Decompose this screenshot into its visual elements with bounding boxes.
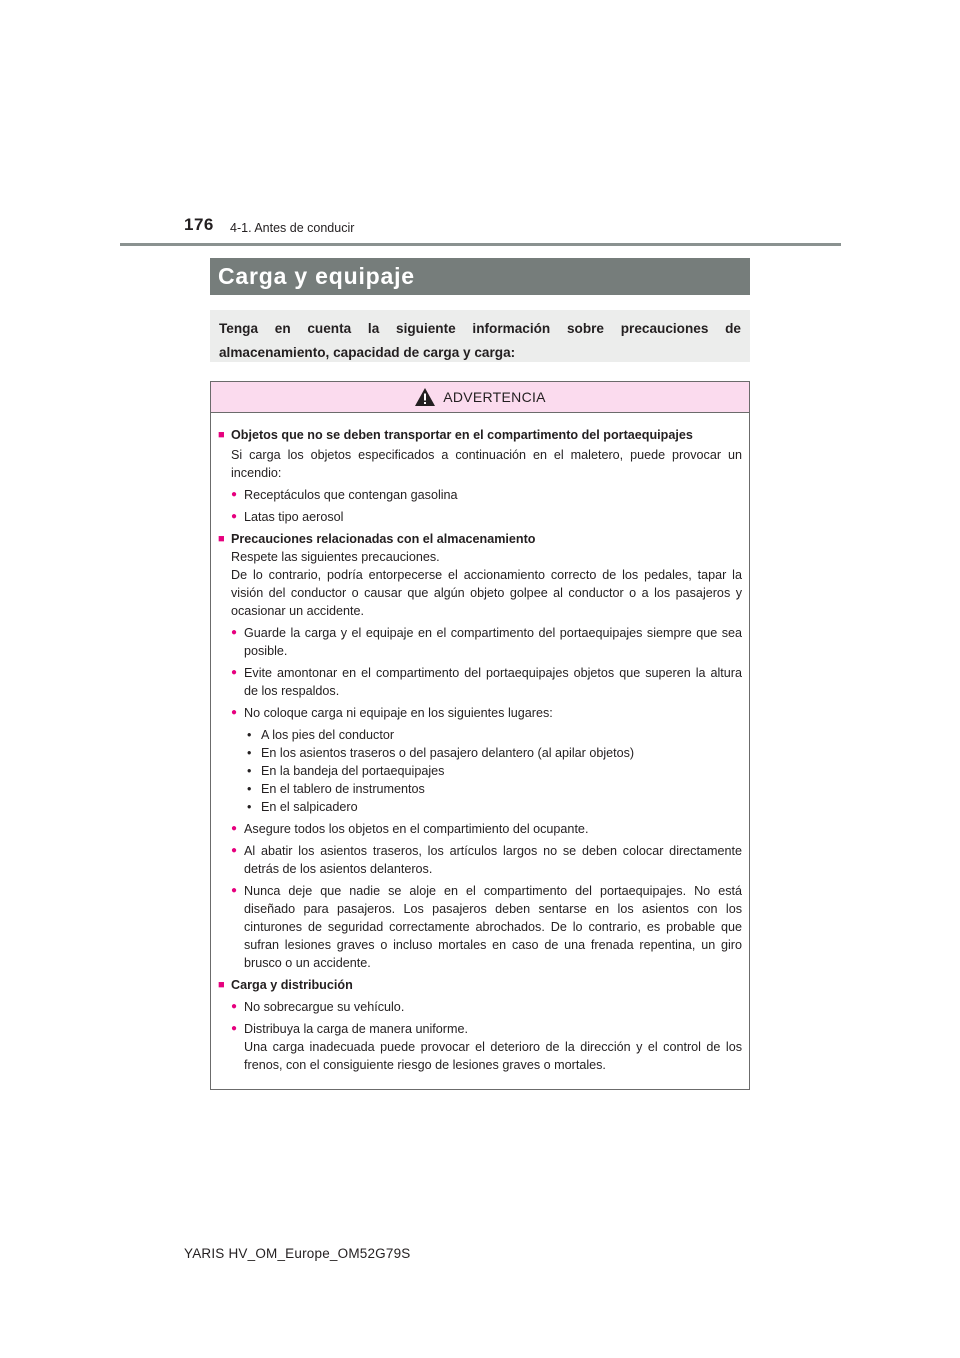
warning-label: ADVERTENCIA — [443, 389, 546, 405]
sub-list-item: • En la bandeja del portaequipajes — [247, 764, 445, 778]
sub-list-item: • A los pies del conductor — [247, 728, 395, 742]
warning-box — [210, 381, 750, 1090]
circle-bullet-icon: ● — [231, 1023, 238, 1034]
sub-list-item: • En los asientos traseros o del pasajero delantero (al apilar objetos) — [247, 746, 635, 760]
list-item: ● No coloque carga ni equipaje en los siguientes lugares: — [231, 706, 553, 720]
page-number: 176 — [184, 215, 214, 234]
page-title-bar — [210, 258, 750, 295]
list-item: ● Receptáculos que contengan gasolina — [231, 488, 458, 502]
circle-bullet-icon: ● — [231, 627, 238, 638]
paragraph: Si carga los objetos especificados a continuación en el maletero, puede provocar un incendio: — [231, 448, 742, 480]
warning-body — [211, 413, 749, 1074]
warning-section-heading: ■ Precauciones relacionadas con el almacenamiento — [218, 532, 536, 546]
circle-bullet-icon: ● — [231, 1001, 238, 1012]
sub-list-item: • En el salpicadero — [247, 800, 358, 814]
list-item: ● Asegure todos los objetos en el compartimiento del ocupante. — [231, 822, 589, 836]
warning-header — [211, 382, 749, 413]
header-divider — [120, 243, 841, 246]
page-title: Carga y equipaje — [218, 263, 415, 289]
list-item: ● Evite amontonar en el compartimento del portaequipajes objetos que superen la altura de los respaldos. — [231, 666, 742, 698]
list-item: ● Guarde la carga y el equipaje en el compartimento del portaequipajes siempre que sea posible. — [231, 626, 742, 658]
warning-section-heading: ■ Carga y distribución — [218, 978, 353, 992]
sub-list — [244, 726, 742, 816]
square-bullet-icon: ■ — [218, 429, 225, 441]
section-label: 4-1. Antes de conducir — [230, 221, 355, 235]
circle-bullet-icon: ● — [231, 489, 238, 500]
square-bullet-icon: ■ — [218, 533, 225, 545]
warning-triangle-icon — [414, 387, 436, 407]
square-bullet-icon: ■ — [218, 979, 225, 991]
paragraph: Respete las siguientes precauciones. — [231, 550, 440, 564]
circle-bullet-icon: ● — [231, 823, 238, 834]
warning-section-heading: ■ Objetos que no se deben transportar en el compartimento del portaequipajes — [218, 428, 693, 442]
list-item: ● Nunca deje que nadie se aloje en el compartimento del portaequipajes. No está diseñado para pasajeros. Los pasajeros deben sentarse en los asientos con los cinturones de seguridad correctamente abrochados. De lo contrario, es probable que sufran lesiones graves o incluso mortales en caso de una frenada repentina, un giro brusco o un accidente. — [231, 884, 742, 970]
list-item: ● No sobrecargue su vehículo. — [231, 1000, 405, 1014]
paragraph: De lo contrario, podría entorpecerse el accionamiento correcto de los pedales, tapar la visión del conductor o causar que algún objeto golpee al conductor o a los pasajeros y ocasionar un accidente. — [231, 568, 742, 618]
circle-bullet-icon: ● — [231, 885, 238, 896]
circle-bullet-icon: ● — [231, 667, 238, 678]
circle-bullet-icon: ● — [231, 511, 238, 522]
intro-box — [210, 310, 750, 362]
list-item: ● Latas tipo aerosol — [231, 510, 344, 524]
circle-bullet-icon: ● — [231, 845, 238, 856]
footer-doc-id: YARIS HV_OM_Europe_OM52G79S — [184, 1246, 411, 1261]
list-item: ● Al abatir los asientos traseros, los artículos largos no se deben colocar directamente detrás de los asientos delanteros. — [231, 844, 742, 876]
sub-list-item: • En el tablero de instrumentos — [247, 782, 425, 796]
list-item: ● Distribuya la carga de manera uniforme. Una carga inadecuada puede provocar el deterioro de la dirección y el control de los frenos, con el consiguiente riesgo de lesiones graves o mortales. — [231, 1022, 742, 1072]
intro-text: Tenga en cuenta la siguiente información sobre precauciones de almacenamiento, capacidad de carga y carga: — [219, 321, 741, 360]
circle-bullet-icon: ● — [231, 707, 238, 718]
